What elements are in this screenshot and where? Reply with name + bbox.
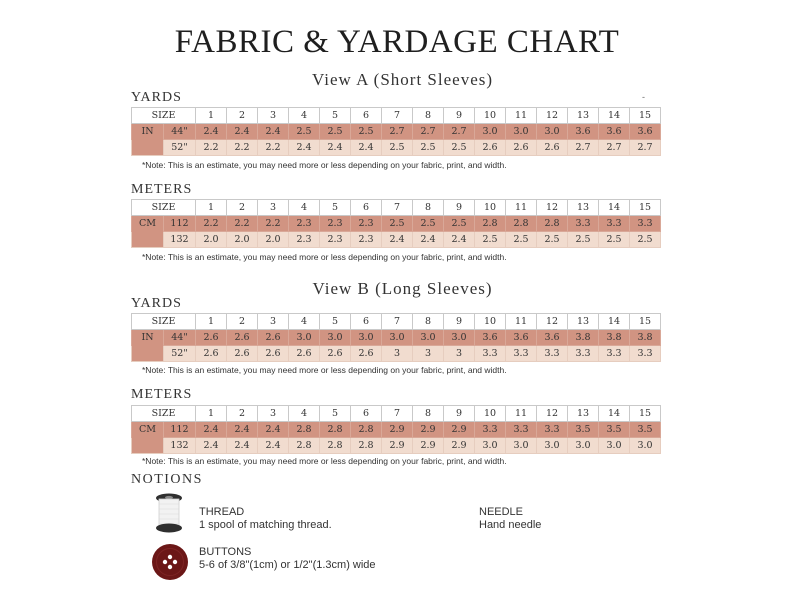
dash-mark: -: [642, 92, 645, 102]
yardage-cell: 2.7: [630, 140, 661, 156]
yardage-cell: 3.5: [568, 422, 599, 438]
yardage-cell: 2.2: [196, 216, 227, 232]
view-b-meters-table: [131, 405, 661, 454]
unit-cell: CM: [132, 422, 164, 438]
size-cell: 9: [444, 108, 475, 124]
unit-cell-continued: [132, 346, 164, 362]
size-cell: 4: [289, 108, 320, 124]
size-cell: 11: [506, 108, 537, 124]
yardage-cell: 3: [382, 346, 413, 362]
yardage-cell: 2.9: [444, 438, 475, 454]
view-b-yards-label: YARDS: [131, 296, 182, 311]
yardage-cell: 2.3: [289, 232, 320, 248]
yardage-cell: 2.4: [382, 232, 413, 248]
size-cell: 10: [475, 406, 506, 422]
fabric-width-cell: 52": [164, 346, 196, 362]
view-a-title: View A (Short Sleeves): [311, 70, 494, 89]
yardage-cell: 2.5: [475, 232, 506, 248]
yardage-cell: 2.3: [351, 232, 382, 248]
yardage-cell: 2.6: [258, 330, 289, 346]
thread-title: THREAD: [199, 506, 245, 518]
size-cell: 6: [351, 200, 382, 216]
size-header: SIZE: [132, 108, 196, 124]
fabric-width-cell: 44": [164, 124, 196, 140]
yardage-cell: 2.6: [537, 140, 568, 156]
view-a-meters-table: [131, 199, 661, 248]
yardage-cell: 2.4: [258, 438, 289, 454]
yardage-cell: 2.5: [320, 124, 351, 140]
size-cell: 14: [599, 108, 630, 124]
yardage-cell: 3.0: [568, 438, 599, 454]
yardage-cell: 2.6: [196, 346, 227, 362]
size-cell: 6: [351, 314, 382, 330]
size-cell: 2: [227, 108, 258, 124]
yardage-cell: 2.3: [320, 232, 351, 248]
table-row: [132, 346, 661, 362]
size-cell: 15: [630, 314, 661, 330]
yardage-cell: 2.7: [599, 140, 630, 156]
yardage-cell: 3.3: [599, 346, 630, 362]
yardage-cell: 2.4: [227, 422, 258, 438]
size-cell: 12: [537, 200, 568, 216]
thread-spool-icon: [152, 492, 186, 534]
unit-cell-continued: [132, 438, 164, 454]
yardage-cell: 3.3: [537, 346, 568, 362]
size-cell: 8: [413, 314, 444, 330]
size-cell: 7: [382, 406, 413, 422]
yardage-cell: 2.5: [599, 232, 630, 248]
yardage-cell: 2.2: [196, 140, 227, 156]
view-a-meters-note: *Note: This is an estimate, you may need more or less depending on your fabric, print, and width.: [142, 252, 507, 262]
fabric-width-cell: 44": [164, 330, 196, 346]
size-cell: 12: [537, 314, 568, 330]
yardage-cell: 2.8: [351, 438, 382, 454]
size-cell: 12: [537, 406, 568, 422]
yardage-cell: 2.8: [320, 422, 351, 438]
buttons-title: BUTTONS: [199, 546, 252, 558]
yardage-cell: 2.5: [413, 140, 444, 156]
view-a-meters-label: METERS: [131, 182, 193, 197]
yardage-cell: 2.5: [568, 232, 599, 248]
yardage-cell: 2.4: [258, 422, 289, 438]
size-row: [132, 200, 661, 216]
yardage-cell: 3.3: [475, 346, 506, 362]
size-cell: 2: [227, 406, 258, 422]
yardage-cell: 2.9: [382, 438, 413, 454]
unit-cell: IN: [132, 330, 164, 346]
yardage-cell: 2.9: [413, 438, 444, 454]
size-cell: 5: [320, 200, 351, 216]
size-cell: 9: [444, 200, 475, 216]
size-row: [132, 406, 661, 422]
size-row: [132, 314, 661, 330]
size-cell: 10: [475, 108, 506, 124]
yardage-cell: 3.3: [506, 422, 537, 438]
yardage-cell: 3.3: [630, 346, 661, 362]
yardage-cell: 2.7: [382, 124, 413, 140]
unit-cell-continued: [132, 140, 164, 156]
yardage-cell: 3.3: [599, 216, 630, 232]
yardage-cell: 2.2: [227, 140, 258, 156]
size-cell: 10: [475, 314, 506, 330]
yardage-cell: 2.4: [227, 438, 258, 454]
view-a-yards-note: *Note: This is an estimate, you may need more or less depending on your fabric, print, and width.: [142, 160, 507, 170]
yardage-cell: 2.6: [289, 346, 320, 362]
size-cell: 7: [382, 200, 413, 216]
size-header: SIZE: [132, 200, 196, 216]
fabric-width-cell: 112: [164, 216, 196, 232]
yardage-cell: 3.6: [630, 124, 661, 140]
size-cell: 1: [196, 200, 227, 216]
yardage-cell: 2.5: [413, 216, 444, 232]
yardage-cell: 3.3: [630, 216, 661, 232]
view-a-yards-label: YARDS: [131, 90, 182, 105]
yardage-cell: 2.4: [320, 140, 351, 156]
yardage-cell: 2.9: [444, 422, 475, 438]
size-cell: 3: [258, 200, 289, 216]
yardage-cell: 3.8: [599, 330, 630, 346]
view-b-meters-note: *Note: This is an estimate, you may need more or less depending on your fabric, print, and width.: [142, 456, 507, 466]
yardage-cell: 2.3: [351, 216, 382, 232]
size-header: SIZE: [132, 406, 196, 422]
size-cell: 10: [475, 200, 506, 216]
table-row: [132, 438, 661, 454]
size-cell: 8: [413, 406, 444, 422]
size-cell: 2: [227, 314, 258, 330]
yardage-cell: 3.3: [568, 216, 599, 232]
yardage-cell: 3.6: [506, 330, 537, 346]
yardage-cell: 3.0: [382, 330, 413, 346]
size-cell: 5: [320, 314, 351, 330]
yardage-cell: 3: [413, 346, 444, 362]
yardage-cell: 2.0: [258, 232, 289, 248]
yardage-cell: 2.8: [289, 422, 320, 438]
yardage-cell: 2.0: [196, 232, 227, 248]
yardage-cell: 2.8: [506, 216, 537, 232]
size-cell: 3: [258, 108, 289, 124]
size-cell: 15: [630, 108, 661, 124]
yardage-cell: 3.0: [506, 124, 537, 140]
yardage-cell: 2.5: [537, 232, 568, 248]
yardage-cell: 2.5: [506, 232, 537, 248]
view-b-yards-note: *Note: This is an estimate, you may need more or less depending on your fabric, print, and width.: [142, 365, 507, 375]
size-cell: 14: [599, 200, 630, 216]
size-cell: 9: [444, 314, 475, 330]
size-cell: 5: [320, 406, 351, 422]
size-cell: 9: [444, 406, 475, 422]
size-cell: 8: [413, 108, 444, 124]
yardage-cell: 2.4: [351, 140, 382, 156]
size-cell: 13: [568, 406, 599, 422]
size-cell: 13: [568, 314, 599, 330]
yardage-cell: 3.0: [413, 330, 444, 346]
yardage-cell: 2.9: [413, 422, 444, 438]
notions-label: NOTIONS: [131, 472, 203, 487]
needle-desc: Hand needle: [479, 519, 542, 531]
size-cell: 4: [289, 406, 320, 422]
yardage-cell: 2.5: [289, 124, 320, 140]
thread-desc: 1 spool of matching thread.: [199, 519, 332, 531]
yardage-cell: 3.0: [537, 438, 568, 454]
fabric-width-cell: 112: [164, 422, 196, 438]
yardage-cell: 3.3: [475, 422, 506, 438]
unit-cell: IN: [132, 124, 164, 140]
size-cell: 3: [258, 314, 289, 330]
yardage-cell: 2.6: [227, 346, 258, 362]
view-b-yards-table: [131, 313, 661, 362]
size-cell: 13: [568, 108, 599, 124]
button-icon: [151, 543, 189, 581]
yardage-cell: 2.4: [196, 124, 227, 140]
yardage-cell: 2.2: [227, 216, 258, 232]
view-b-meters-label: METERS: [131, 387, 193, 402]
size-cell: 14: [599, 406, 630, 422]
yardage-cell: 2.6: [196, 330, 227, 346]
yardage-cell: 3.3: [506, 346, 537, 362]
fabric-width-cell: 52": [164, 140, 196, 156]
yardage-cell: 2.4: [196, 438, 227, 454]
size-cell: 15: [630, 200, 661, 216]
unit-cell-continued: [132, 232, 164, 248]
yardage-cell: 2.7: [444, 124, 475, 140]
yardage-cell: 3.6: [599, 124, 630, 140]
size-cell: 4: [289, 200, 320, 216]
yardage-cell: 3.0: [475, 124, 506, 140]
yardage-cell: 2.4: [196, 422, 227, 438]
size-cell: 1: [196, 108, 227, 124]
size-cell: 11: [506, 406, 537, 422]
needle-title: NEEDLE: [479, 506, 524, 518]
size-cell: 7: [382, 108, 413, 124]
yardage-cell: 2.7: [413, 124, 444, 140]
size-cell: 8: [413, 200, 444, 216]
yardage-cell: 3.0: [475, 438, 506, 454]
size-cell: 1: [196, 314, 227, 330]
yardage-cell: 2.2: [258, 216, 289, 232]
size-cell: 7: [382, 314, 413, 330]
yardage-cell: 2.8: [537, 216, 568, 232]
buttons-desc: 5-6 of 3/8"(1cm) or 1/2"(1.3cm) wide: [199, 559, 376, 571]
size-cell: 6: [351, 108, 382, 124]
yardage-cell: 2.8: [320, 438, 351, 454]
yardage-cell: 3.6: [568, 124, 599, 140]
yardage-cell: 3.8: [630, 330, 661, 346]
yardage-cell: 3.5: [630, 422, 661, 438]
yardage-cell: 2.5: [382, 140, 413, 156]
view-a-yards-table: [131, 107, 661, 156]
yardage-cell: 2.7: [568, 140, 599, 156]
page-title: FABRIC & YARDAGE CHART: [174, 24, 620, 60]
size-cell: 1: [196, 406, 227, 422]
table-row: [132, 124, 661, 140]
yardage-cell: 2.5: [382, 216, 413, 232]
table-row: [132, 330, 661, 346]
table-row: [132, 232, 661, 248]
yardage-cell: 2.6: [506, 140, 537, 156]
yardage-cell: 2.6: [351, 346, 382, 362]
size-cell: 11: [506, 200, 537, 216]
yardage-cell: 2.3: [289, 216, 320, 232]
yardage-cell: 3.8: [568, 330, 599, 346]
fabric-width-cell: 132: [164, 438, 196, 454]
size-cell: 13: [568, 200, 599, 216]
yardage-cell: 2.8: [351, 422, 382, 438]
yardage-cell: 3.3: [537, 422, 568, 438]
size-cell: 3: [258, 406, 289, 422]
yardage-cell: 2.5: [444, 216, 475, 232]
yardage-cell: 3.0: [351, 330, 382, 346]
yardage-cell: 3.6: [537, 330, 568, 346]
table-row: [132, 216, 661, 232]
table-row: [132, 422, 661, 438]
yardage-cell: 2.4: [227, 124, 258, 140]
yardage-cell: 3.5: [599, 422, 630, 438]
yardage-cell: 2.4: [444, 232, 475, 248]
yardage-cell: 2.9: [382, 422, 413, 438]
size-header: SIZE: [132, 314, 196, 330]
size-cell: 5: [320, 108, 351, 124]
yardage-cell: 2.6: [227, 330, 258, 346]
yardage-cell: 3.0: [444, 330, 475, 346]
yardage-cell: 3.6: [475, 330, 506, 346]
view-b-title: View B (Long Sleeves): [312, 279, 493, 298]
yardage-cell: 2.6: [320, 346, 351, 362]
yardage-cell: 3.0: [289, 330, 320, 346]
yardage-cell: 2.5: [444, 140, 475, 156]
yardage-cell: 3.0: [630, 438, 661, 454]
yardage-cell: 2.4: [413, 232, 444, 248]
table-row: [132, 140, 661, 156]
yardage-cell: 2.8: [289, 438, 320, 454]
yardage-cell: 2.4: [258, 124, 289, 140]
yardage-cell: 3.0: [537, 124, 568, 140]
size-cell: 11: [506, 314, 537, 330]
yardage-cell: 3.0: [599, 438, 630, 454]
yardage-cell: 2.0: [227, 232, 258, 248]
fabric-width-cell: 132: [164, 232, 196, 248]
yardage-cell: 2.6: [258, 346, 289, 362]
size-cell: 14: [599, 314, 630, 330]
yardage-cell: 2.5: [351, 124, 382, 140]
yardage-cell: 3.3: [568, 346, 599, 362]
size-cell: 4: [289, 314, 320, 330]
yardage-cell: 2.6: [475, 140, 506, 156]
yardage-cell: 3.0: [506, 438, 537, 454]
yardage-cell: 2.2: [258, 140, 289, 156]
yardage-cell: 3: [444, 346, 475, 362]
size-cell: 6: [351, 406, 382, 422]
size-row: [132, 108, 661, 124]
yardage-cell: 2.3: [320, 216, 351, 232]
yardage-cell: 3.0: [320, 330, 351, 346]
yardage-cell: 2.4: [289, 140, 320, 156]
yardage-cell: 2.5: [630, 232, 661, 248]
size-cell: 12: [537, 108, 568, 124]
size-cell: 15: [630, 406, 661, 422]
size-cell: 2: [227, 200, 258, 216]
yardage-cell: 2.8: [475, 216, 506, 232]
unit-cell: CM: [132, 216, 164, 232]
